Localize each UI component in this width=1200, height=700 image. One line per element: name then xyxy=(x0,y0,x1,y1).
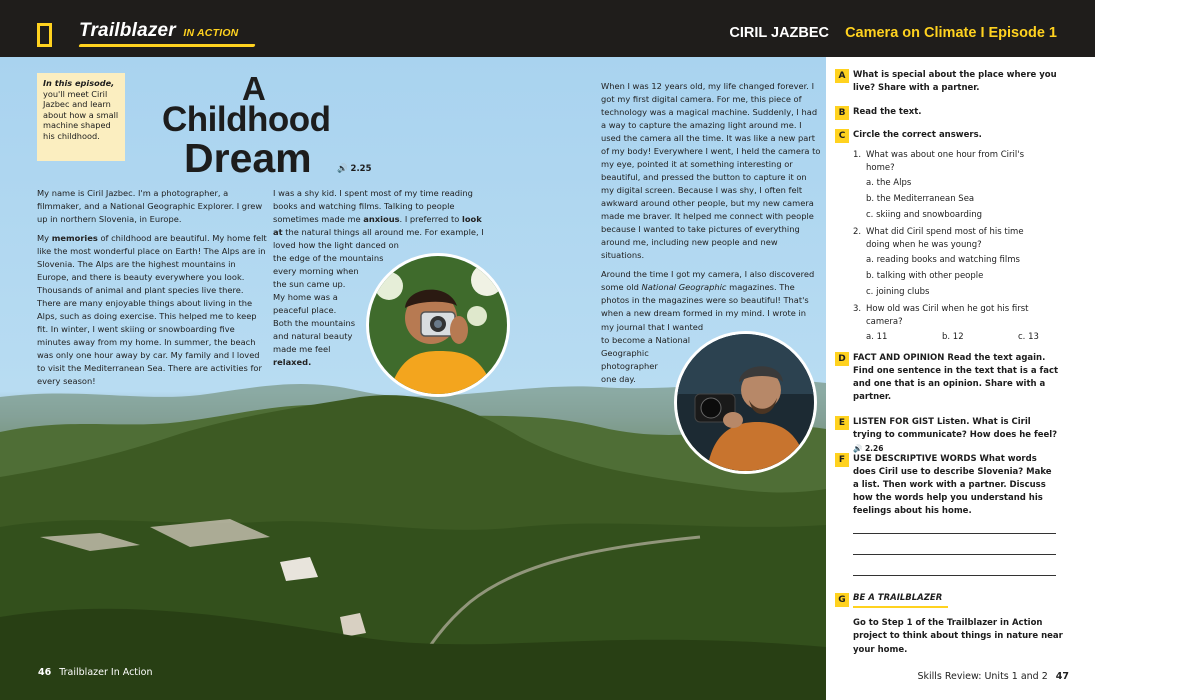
question-number: 3. xyxy=(853,304,862,314)
paragraph-3 xyxy=(273,187,488,252)
wrap-line: the sun came up. xyxy=(273,279,346,289)
page-footer-right xyxy=(917,671,1069,682)
footer-label-right: Skills Review: Units 1 and 2 xyxy=(917,671,1048,682)
paragraph-2-rest: of childhood are beautiful. My home felt like the most wonderful place on Earth! The Alps are in Slovenia. The Alps are the highest mountains in Europe, and there is beauty everywhere you look. Thousands of animal and plant species live there. There are many enjoyable things about living in the Alps, such as doing exercise. This helped me to keep fit. In winter, I went skiing or snowboarding five minutes away from my home. In summer, the beach was only one hour away by car. My family and I loved to visit the Mediterranean Sea. There are activities for every season! xyxy=(37,233,267,386)
task-d xyxy=(835,352,1060,404)
vocab-anxious: anxious xyxy=(363,214,400,224)
task-c xyxy=(835,129,1060,142)
paragraph-2 xyxy=(37,232,267,388)
article-column-1 xyxy=(37,187,267,394)
task-letter-badge: A xyxy=(835,69,849,83)
task-a xyxy=(835,69,1060,95)
national-geographic-logo-icon xyxy=(37,23,52,47)
paragraph-3-c: . I preferred to xyxy=(399,214,463,224)
page-number-right: 47 xyxy=(1055,671,1069,682)
wrap-line: made me feel xyxy=(273,344,331,354)
header-bar xyxy=(0,0,1095,57)
task-d-instruction: Read the text again. Find one sentence in the text that is a fact and one that is an opinion. Share with a partner. xyxy=(853,353,1059,402)
answer-line[interactable] xyxy=(853,533,1056,534)
answer-option[interactable]: b. talking with other people xyxy=(866,271,984,281)
wrap-line: one day. xyxy=(601,374,636,384)
brand-name: Trailblazer xyxy=(79,20,176,41)
question-1 xyxy=(853,149,1043,175)
answer-option[interactable]: c. 13 xyxy=(1018,332,1039,342)
title-line-1: A xyxy=(242,70,266,107)
task-b-text: Read the text. xyxy=(853,107,922,117)
episode-intro-box xyxy=(37,73,125,161)
wrap-line: every morning when xyxy=(273,266,359,276)
task-e-label: LISTEN FOR GIST xyxy=(853,417,934,427)
task-letter-badge: B xyxy=(835,106,849,120)
article-column-2 xyxy=(273,187,488,258)
task-f-label: USE DESCRIPTIVE WORDS xyxy=(853,454,977,464)
explorer-name: CIRIL JAZBEC xyxy=(729,25,830,41)
page-number-left: 46 xyxy=(38,667,52,678)
task-d-label: FACT AND OPINION xyxy=(853,353,945,363)
episode-heading xyxy=(729,25,1057,41)
question-2-text: What did Ciril spend most of his time doing when he was young? xyxy=(866,227,1024,250)
boy-with-camera-photo xyxy=(366,253,510,397)
wrap-line: and natural beauty xyxy=(273,331,353,341)
title-line-2: Childhood xyxy=(162,100,331,139)
boy-with-camera-illustration xyxy=(369,256,507,394)
task-letter-badge: D xyxy=(835,352,849,366)
be-a-trailblazer-heading: BE A TRAILBLAZER xyxy=(853,593,943,603)
answer-option[interactable]: a. the Alps xyxy=(866,178,912,188)
article-column-3 xyxy=(601,80,821,326)
wrap-line: my journal that I wanted xyxy=(601,322,704,332)
series-brand xyxy=(79,20,238,42)
title-line-3: Dream xyxy=(184,135,312,181)
wrap-line: Both the mountains xyxy=(273,318,356,328)
task-f-instruction: What words does Ciril use to describe Slovenia? Make a list. Then work with a partner. Discuss how the words help you understand his feelings about his home. xyxy=(853,454,1052,516)
paragraph-3-d: the natural things all around me. For example, I loved how the light danced on xyxy=(273,227,484,250)
paragraph-3-a: I was a shy kid. I spent most of my time reading books and watching films. Talking to people sometimes made me xyxy=(273,188,473,224)
answer-option[interactable]: a. reading books and watching films xyxy=(866,255,1020,265)
photographer-illustration xyxy=(677,334,814,471)
wrap-line: Geographic xyxy=(601,348,649,358)
question-2 xyxy=(853,226,1043,252)
wrap-line: photographer xyxy=(601,361,658,371)
vocab-memories: memories xyxy=(51,233,98,243)
page-footer-left xyxy=(38,667,153,678)
paragraph-1: My name is Ciril Jazbec. I'm a photographer, a filmmaker, and a National Geographic Explorer. I grew up in northern Slovenia, in Europe. xyxy=(37,188,263,224)
magazine-name: National Geographic xyxy=(641,282,727,292)
answer-line[interactable] xyxy=(853,554,1056,555)
heading-underline xyxy=(853,606,948,608)
paragraph-2-start: My xyxy=(37,233,52,243)
intro-lead: In this episode, xyxy=(43,78,115,88)
wrap-line: My home was a xyxy=(273,292,338,302)
paragraph-5-b: magazines. The photos in the magazines were so beautiful! That's when a new dream formed in my mind. I wrote in xyxy=(601,282,809,318)
answer-option[interactable]: a. 11 xyxy=(866,332,888,342)
task-letter-badge: F xyxy=(835,453,849,467)
task-e-instruction: Listen. What is Ciril trying to communicate? How does he feel? xyxy=(853,417,1058,440)
question-3-text: How old was Ciril when he got his first camera? xyxy=(866,304,1029,327)
brand-underline xyxy=(78,44,255,47)
question-3 xyxy=(853,303,1043,329)
paragraph-5 xyxy=(601,268,821,320)
brand-subtitle: IN ACTION xyxy=(183,27,239,39)
intro-text: you'll meet Ciril Jazbec and learn about how a small machine shaped his childhood. xyxy=(43,88,119,141)
photographer-photo xyxy=(674,331,817,474)
task-f xyxy=(835,453,1060,518)
question-number: 1. xyxy=(853,150,862,160)
answer-option[interactable]: b. the Mediterranean Sea xyxy=(866,194,975,204)
wrap-line: peaceful place. xyxy=(273,305,337,315)
task-f-text xyxy=(853,453,1060,518)
task-e xyxy=(835,416,1060,456)
audio-track-label[interactable]: 🔊 2.26 xyxy=(853,444,884,453)
episode-title: Camera on Climate I Episode 1 xyxy=(845,25,1057,41)
task-e-text xyxy=(853,416,1060,456)
task-letter-badge: G xyxy=(835,593,849,607)
answer-option[interactable]: b. 12 xyxy=(942,332,964,342)
wrap-line: the edge of the mountains xyxy=(273,253,384,263)
footer-label-left: Trailblazer In Action xyxy=(59,667,153,678)
wrap-line: to become a National xyxy=(601,335,691,345)
vocab-relaxed: relaxed. xyxy=(273,357,312,367)
paragraph-5-a: Around the time I got my camera, I also discovered some old xyxy=(601,269,815,292)
answer-option[interactable]: c. joining clubs xyxy=(866,287,930,297)
task-a-text: What is special about the place where you live? Share with a partner. xyxy=(853,70,1057,93)
task-g-text: Go to Step 1 of the Trailblazer in Action project to think about things in nature near your home. xyxy=(853,618,1063,655)
task-d-text xyxy=(853,352,1060,404)
question-1-text: What was about one hour from Ciril's home? xyxy=(866,150,1025,173)
task-b xyxy=(835,106,1060,119)
task-letter-badge: C xyxy=(835,129,849,143)
task-c-text: Circle the correct answers. xyxy=(853,130,982,140)
vocab-look-at: look at xyxy=(273,214,482,237)
audio-track-label[interactable]: 🔊 2.25 xyxy=(337,164,372,174)
question-number: 2. xyxy=(853,227,862,237)
answer-option[interactable]: c. skiing and snowboarding xyxy=(866,210,982,220)
task-letter-badge: E xyxy=(835,416,849,430)
paragraph-4: When I was 12 years old, my life changed forever. I got my first digital camera. For me, this piece of technology was a magical machine. Suddenly, I had a way to capture the amazing light around me. I used the camera all the time. It was like a new part of my body! Everywhere I went, I held the camera to my eye, pointed it at something interesting or beautiful, and pressed the button to capture it on my digital screen. Because I was shy, I often felt awkward around other people, but my new camera made me braver. It helped me connect with people because I wanted to take pictures of everything around me, including new people and new situations. xyxy=(601,81,821,260)
answer-line[interactable] xyxy=(853,575,1056,576)
